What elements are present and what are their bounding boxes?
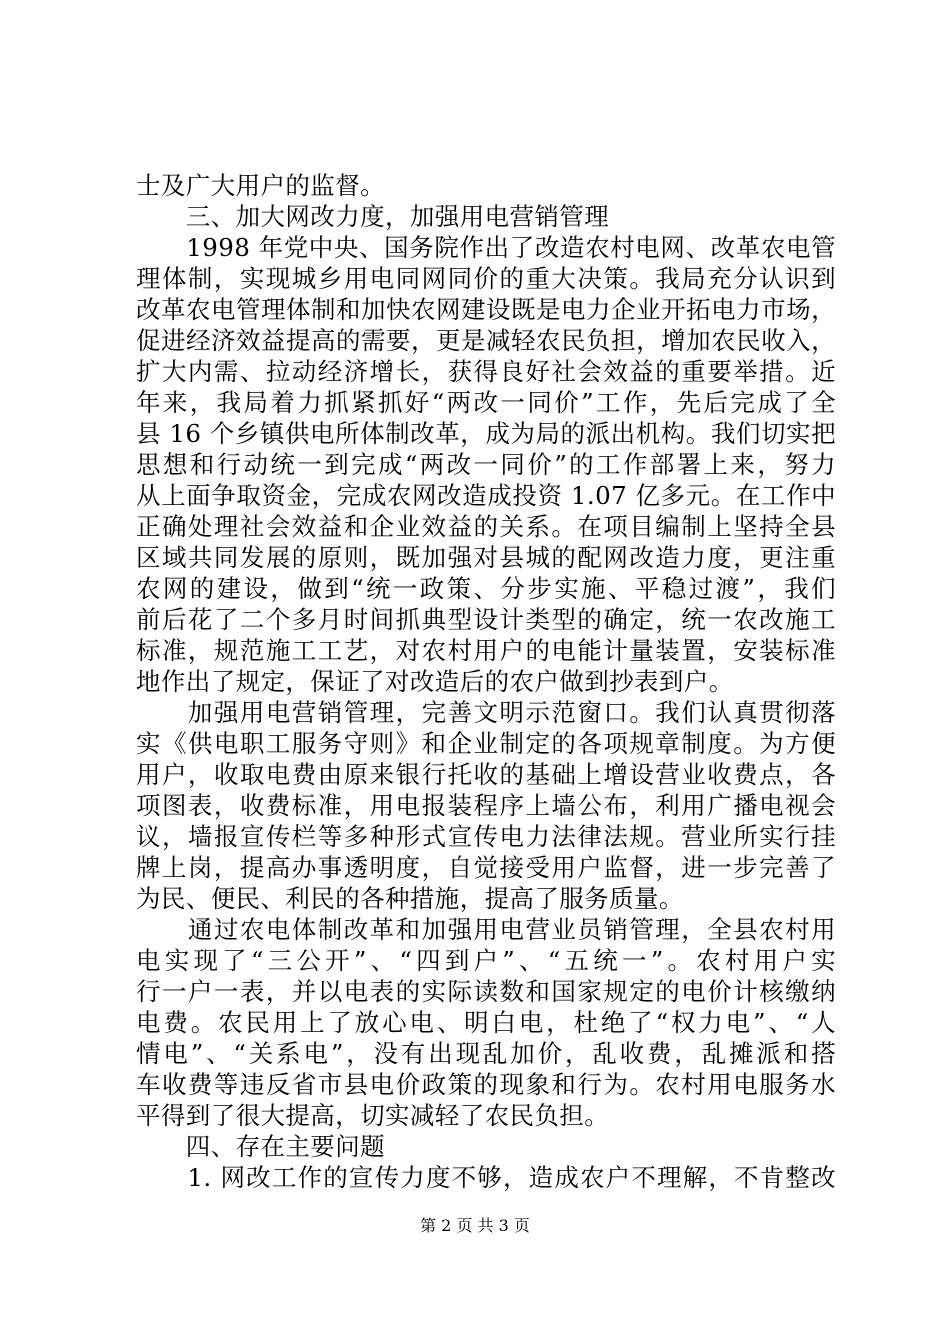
text-line: 理体制，实现城乡用电同网同价的重大决策。我局充分认识到 [136,264,836,293]
text-line: 促进经济效益提高的需要，更是减轻农民负担，增加农民收入， [136,326,836,355]
text-line: 电实现了“三公开”、“四到户”、“五统一”。农村用户实 [136,946,836,975]
text-line: 前后花了二个多月时间抓典型设计类型的确定，统一农改施工 [136,605,836,634]
text-line: 行一户一表，并以电表的实际读数和国家规定的电价计核缴纳 [136,977,836,1006]
text-line: 1998 年党中央、国务院作出了改造农村电网、改革农电管 [136,233,836,262]
text-line: 区域共同发展的原则，既加强对县城的配网改造力度，更注重 [136,543,836,572]
text-line: 士及广大用户的监督。 [136,171,385,200]
text-line: 情电”、“关系电”，没有出现乱加价，乱收费，乱摊派和搭 [136,1039,836,1068]
text-line: 通过农电体制改革和加强用电营业员销管理，全县农村用 [136,915,836,944]
text-line: 改革农电管理体制和加快农网建设既是电力企业开拓电力市场， [136,295,836,324]
text-line: 三、加大网改力度，加强用电营销管理 [136,202,610,231]
text-line: 为民、便民、利民的各种措施，提高了服务质量。 [136,884,684,913]
text-line: 电费。农民用上了放心电、明白电，杜绝了“权力电”、“人 [136,1008,836,1037]
text-line: 加强用电营销管理，完善文明示范窗口。我们认真贯彻落 [136,698,836,727]
text-line: 牌上岗，提高办事透明度，自觉接受用户监督，进一步完善了 [136,853,836,882]
text-line: 正确处理社会效益和企业效益的关系。在项目编制上坚持全县 [136,512,836,541]
text-line: 从上面争取资金，完成农网改造成投资 1.07 亿多元。在工作中 [136,481,836,510]
text-line: 四、存在主要问题 [136,1132,385,1161]
document-body [136,170,836,1193]
text-line: 车收费等违反省市县电价政策的现象和行为。农村用电服务水 [136,1070,836,1099]
text-line: 县 16 个乡镇供电所体制改革，成为局的派出机构。我们切实把 [136,419,836,448]
text-line: 项图表，收费标准，用电报装程序上墙公布，利用广播电视会 [136,791,836,820]
text-line: 实《供电职工服务守则》和企业制定的各项规章制度。为方便 [136,729,836,758]
text-line: 年来，我局着力抓紧抓好“两改一同价”工作，先后完成了全 [136,388,836,417]
text-line: 标准，规范施工工艺，对农村用户的电能计量装置，安装标准 [136,636,836,665]
text-line: 地作出了规定，保证了对改造后的农户做到抄表到户。 [136,667,734,696]
text-line: 平得到了很大提高，切实减轻了农民负担。 [136,1101,610,1130]
text-line: 农网的建设，做到“统一政策、分步实施、平稳过渡”，我们 [136,574,836,603]
page-footer: 第 2 页 共 3 页 [420,1216,530,1235]
text-line: 思想和行动统一到完成“两改一同价”的工作部署上来，努力 [136,450,836,479]
text-line: 用户，收取电费由原来银行托收的基础上增设营业收费点，各 [136,760,836,789]
text-line: 1. 网改工作的宣传力度不够，造成农户不理解，不肯整改 [136,1163,836,1192]
text-line: 议，墙报宣传栏等多种形式宣传电力法律法规。营业所实行挂 [136,822,836,851]
text-line: 扩大内需、拉动经济增长，获得良好社会效益的重要举措。近 [136,357,836,386]
